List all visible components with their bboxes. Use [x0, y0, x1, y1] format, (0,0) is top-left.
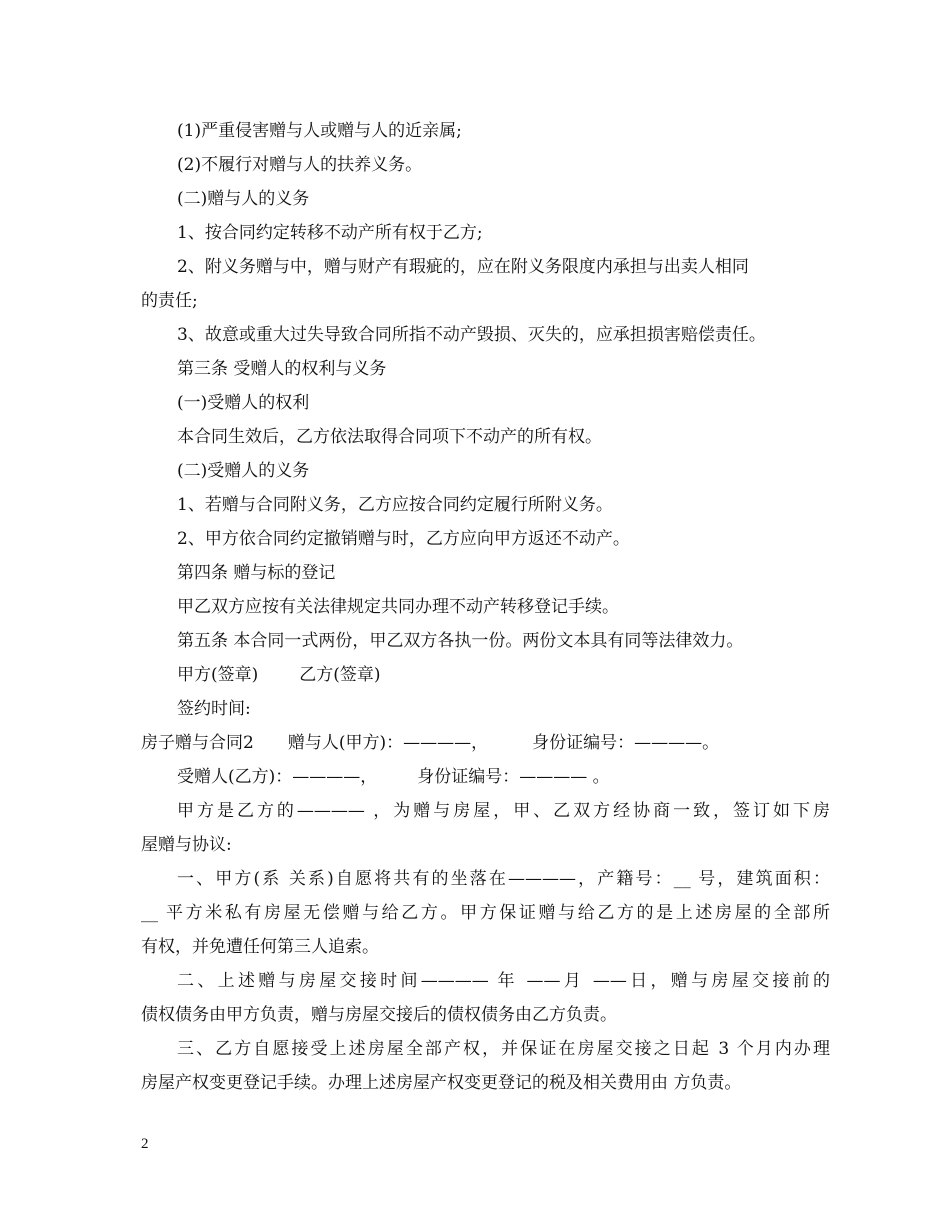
- article-heading: 第三条 受赠人的权利与义务: [177, 359, 387, 379]
- clause-text: (1)严重侵害赠与人或赠与人的近亲属;: [177, 121, 462, 141]
- section-heading: (一)受赠人的权利: [177, 393, 310, 413]
- paragraph-line: 二、上述赠与房屋交接时间———— 年 ——月 ——日，赠与房屋交接前的: [177, 971, 830, 991]
- donor-id-field: 身份证编号：————。: [532, 733, 720, 753]
- party-a-signature-label: 甲方(签章): [177, 665, 259, 685]
- donee-id-field: 身份证编号：———— 。: [417, 767, 610, 787]
- paragraph-line: 债权债务由甲方负责，赠与房屋交接后的债权债务由乙方负责。: [141, 1005, 617, 1025]
- party-b-signature-label: 乙方(签章): [299, 665, 381, 685]
- donee-line: [177, 767, 610, 787]
- paragraph-line: 屋赠与协议:: [141, 835, 232, 855]
- clause-text: 3、故意或重大过失导致合同所指不动产毁损、灭失的，应承担损害赔偿责任。: [177, 325, 766, 345]
- section-heading: (二)赠与人的义务: [177, 189, 310, 209]
- signature-line: [177, 665, 381, 685]
- page-number: 2: [141, 1136, 149, 1152]
- paragraph-line: 一、甲方(系 关系)自愿将共有的坐落在————，产籍号：__ 号，建筑面积：: [177, 869, 830, 889]
- contract-2-header-line: [141, 733, 719, 753]
- paragraph-line: 三、乙方自愿接受上述房屋全部产权，并保证在房屋交接之日起 3 个月内办理: [177, 1039, 830, 1059]
- paragraph-line: 甲方是乙方的———— ，为赠与房屋，甲、乙双方经协商一致，签订如下房: [177, 801, 830, 821]
- clause-text: 2、甲方依合同约定撤销赠与时，乙方应向甲方返还不动产。: [177, 529, 630, 549]
- clause-text: 甲乙双方应按有关法律规定共同办理不动产转移登记手续。: [177, 597, 619, 617]
- article-heading: 第四条 赠与标的登记: [177, 563, 336, 583]
- donee-field: 受赠人(乙方)：————，: [177, 767, 378, 787]
- clause-text: 2、附义务赠与中，赠与财产有瑕疵的，应在附义务限度内承担与出卖人相同: [177, 257, 749, 277]
- clause-text-continued: 的责任;: [141, 291, 198, 311]
- paragraph-line: __ 平方米私有房屋无偿赠与给乙方。甲方保证赠与给乙方的是上述房屋的全部所: [141, 903, 830, 923]
- clause-text: 1、按合同约定转移不动产所有权于乙方;: [177, 223, 483, 243]
- article-text: 第五条 本合同一式两份，甲乙双方各执一份。两份文本具有同等法律效力。: [177, 631, 744, 651]
- section-heading: (二)受赠人的义务: [177, 461, 310, 481]
- contract-title: 房子赠与合同2: [141, 733, 254, 753]
- signing-date-label: 签约时间:: [177, 699, 251, 719]
- donor-field: 赠与人(甲方)：————，: [287, 733, 489, 753]
- clause-text: 本合同生效后，乙方依法取得合同项下不动产的所有权。: [177, 427, 602, 447]
- clause-text: 1、若赠与合同附义务，乙方应按合同约定履行所附义务。: [177, 495, 613, 515]
- paragraph-line: 有权，并免遭任何第三人追索。: [141, 937, 379, 957]
- clause-text: (2)不履行对赠与人的扶养义务。: [177, 155, 423, 175]
- paragraph-line: 房屋产权变更登记手续。办理上述房屋产权变更登记的税及相关费用由 方负责。: [141, 1073, 742, 1093]
